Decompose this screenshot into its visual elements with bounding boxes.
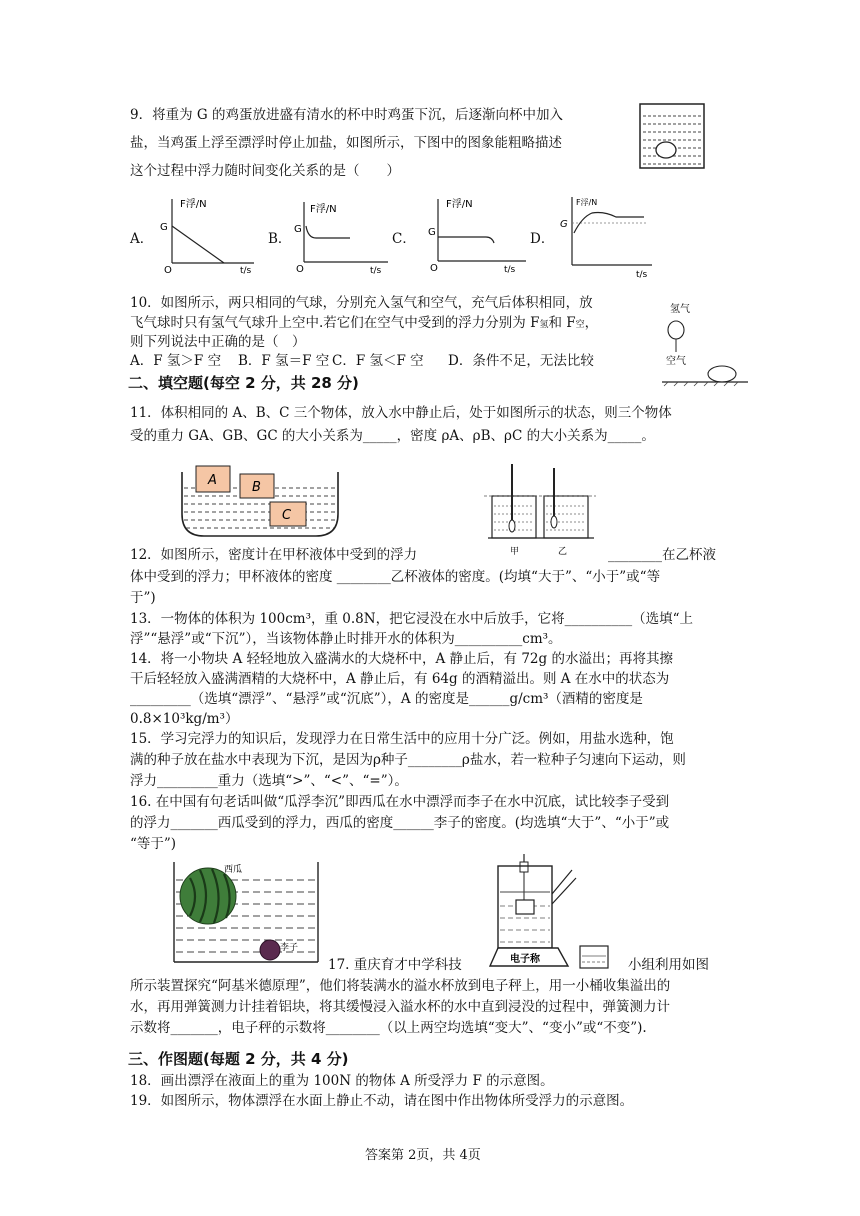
- q12-line3: 于”): [130, 590, 156, 606]
- q9-b-o: O: [296, 264, 304, 274]
- q17-line1-head: 17. 重庆育才中学科技: [328, 957, 462, 973]
- q9-graph-d: [556, 193, 656, 279]
- q9-d-xlabel: t/s: [636, 270, 648, 279]
- q9-option-a-label: A．: [130, 231, 154, 247]
- q14-line4: 0.8×10³kg/m³）: [130, 711, 239, 727]
- q11-container-figure: [178, 462, 342, 540]
- q10-line1: 10．如图所示，两只相同的气球，分别充入氢气和空气，充气后体积相同，放: [130, 295, 593, 311]
- q16-line3: “等于”): [130, 836, 177, 852]
- section-3-heading: 三、作图题(每题 2 分，共 4 分): [128, 1050, 349, 1068]
- q11-line2: 受的重力 GA、GB、GC 的大小关系为_____，密度 ρA、ρB、ρC 的大小关系为_____。: [130, 428, 655, 444]
- q10-line3: 则下列说法中正确的是（ ）: [130, 334, 306, 350]
- q12-line1: 12．如图所示，密度计在甲杯液体中受到的浮力: [130, 547, 418, 563]
- q14-line2: 干后轻轻放入盛满酒精的大烧杯中，A 静止后，有 64g 的酒精溢出。则 A 在水中的状态为: [130, 671, 670, 687]
- q17-line3: 水，再用弹簧测力计挂着铝块，将其缓慢浸入溢水杯的水中直到浸没的过程中，弹簧测力计: [130, 999, 670, 1015]
- q9-graph-b: [288, 196, 392, 274]
- q16-watermelon-figure: [170, 858, 322, 966]
- q16-label-xigua: 西瓜: [224, 865, 243, 875]
- q15-line3: 浮力_________重力（选填“>”、“<”、“=”）。: [130, 773, 408, 789]
- q10-option-a: A．F 氢＞F 空: [130, 353, 222, 369]
- q17-apparatus-figure: [488, 852, 618, 974]
- q13-line1: 13．一物体的体积为 100cm³，重 0.8N，把它浸没在水中后放手，它将__________（选填“上: [130, 611, 693, 627]
- q9-line2: 盐，当鸡蛋上浮至漂浮时停止加盐，如图所示，下图中的图象能粗略描述: [130, 135, 562, 151]
- q9-c-o: O: [430, 263, 438, 274]
- q14-line1: 14．将一小物块 A 轻轻地放入盛满水的大烧杯中，A 静止后，有 72g 的水溢出；再将其擦: [130, 651, 673, 667]
- q9-c-xlabel: t/s: [504, 265, 516, 275]
- q9-d-ylabel: F浮/N: [576, 198, 598, 207]
- q15-line1: 15．学习完浮力的知识后，发现浮力在日常生活中的应用十分广泛。例如，用盐水选种，饱: [130, 731, 674, 747]
- q11-block-b: B: [252, 480, 261, 495]
- q9-line3: 这个过程中浮力随时间变化关系的是（ ）: [130, 163, 400, 179]
- q13-line2: 浮”“悬浮”或“下沉”），当该物体静止时排开水的体积为__________cm³。: [130, 631, 562, 647]
- q9-a-ylabel: F浮/N: [180, 199, 207, 210]
- q9-graph-c: [420, 193, 530, 275]
- q12-label-jia: 甲: [510, 547, 520, 557]
- q12-line1-tail: ________在乙杯液: [608, 547, 716, 563]
- q9-a-o: O: [164, 265, 172, 275]
- q9-c-ylabel: F浮/N: [446, 199, 473, 210]
- q12-line2: 体中受到的浮力；甲杯液体的密度 ________乙杯液体的密度。(均填“大于”、“小于”或“等: [130, 569, 661, 585]
- q9-graph-a: [150, 193, 260, 275]
- q16-line2: 的浮力_______西瓜受到的浮力，西瓜的密度______李子的密度。(均选填“大于”、“小于”或: [130, 815, 670, 831]
- q11-line1: 11．体积相同的 A、B、C 三个物体，放入水中静止后，处于如图所示的状态，则三个物体: [130, 405, 672, 421]
- q14-line3: _________（选填“漂浮”、“悬浮”或“沉底”），A 的密度是______g/cm³（酒精的密度是: [130, 691, 643, 707]
- q9-option-d-label: D．: [530, 231, 555, 247]
- q9-line1: 9．将重为 G 的鸡蛋放进盛有清水的杯中时鸡蛋下沉，后逐渐向杯中加入: [130, 107, 563, 123]
- q9-a-xlabel: t/s: [240, 266, 252, 275]
- q17-line4: 示数将_______，电子秤的示数将________（以上两空均选填“变大”、“变小”或“不变”).: [130, 1020, 647, 1036]
- q10-fig-h: 氢气: [670, 304, 690, 315]
- q10-balloons-figure: [654, 300, 750, 390]
- q9-option-c-label: C．: [392, 231, 416, 247]
- q17-line1-tail: 小组利用如图: [628, 957, 709, 973]
- q10-option-d: D．条件不足，无法比较: [448, 353, 594, 369]
- q16-line1: 16. 在中国有句老话叫做“瓜浮李沉”即西瓜在水中漂浮而李子在水中沉底，试比较李子受到: [130, 794, 670, 810]
- q11-block-a: A: [208, 473, 217, 488]
- q9-d-g: G: [560, 219, 568, 230]
- q17-line2: 所示装置探究“阿基米德原理”，他们将装满水的溢水杯放到电子秤上，用一小桶收集溢出的: [130, 978, 671, 994]
- q9-beaker-figure: [636, 100, 708, 172]
- q9-b-g: G: [294, 224, 302, 235]
- q10-option-c: C．F 氢＜F 空: [332, 353, 424, 369]
- q9-b-ylabel: F浮/N: [310, 204, 337, 215]
- q11-block-c: C: [282, 508, 292, 523]
- q10-fig-k: 空气: [666, 356, 686, 367]
- q9-b-xlabel: t/s: [370, 266, 382, 274]
- q12-hydrometer-figure: [484, 460, 604, 558]
- page-footer: 答案第 2页，共 4页: [365, 1148, 481, 1163]
- section-2-heading: 二、填空题(每空 2 分，共 28 分): [128, 374, 359, 392]
- q15-line2: 满的种子放在盐水中表现为下沉，是因为ρ种子________ρ盐水，若一粒种子匀速向下运动，则: [130, 752, 686, 768]
- q10-option-b: B．F 氢＝F 空: [238, 353, 330, 369]
- q9-a-g: G: [160, 222, 168, 233]
- q12-label-yi: 乙: [558, 547, 568, 557]
- q9-c-g: G: [428, 227, 436, 238]
- q16-label-lizi: 李子: [280, 943, 299, 953]
- q19-text: 19．如图所示，物体漂浮在水面上静止不动，请在图中作出物体所受浮力的示意图。: [130, 1093, 634, 1109]
- q17-scale-label: 电子称: [510, 954, 540, 965]
- q18-text: 18．画出漂浮在液面上的重为 100N 的物体 A 所受浮力 F 的示意图。: [130, 1073, 554, 1089]
- q10-line2: 飞气球时只有氢气气球升上空中.若它们在空气中受到的浮力分别为 F氢和 F空，: [130, 315, 599, 331]
- q9-option-b-label: B．: [268, 231, 292, 247]
